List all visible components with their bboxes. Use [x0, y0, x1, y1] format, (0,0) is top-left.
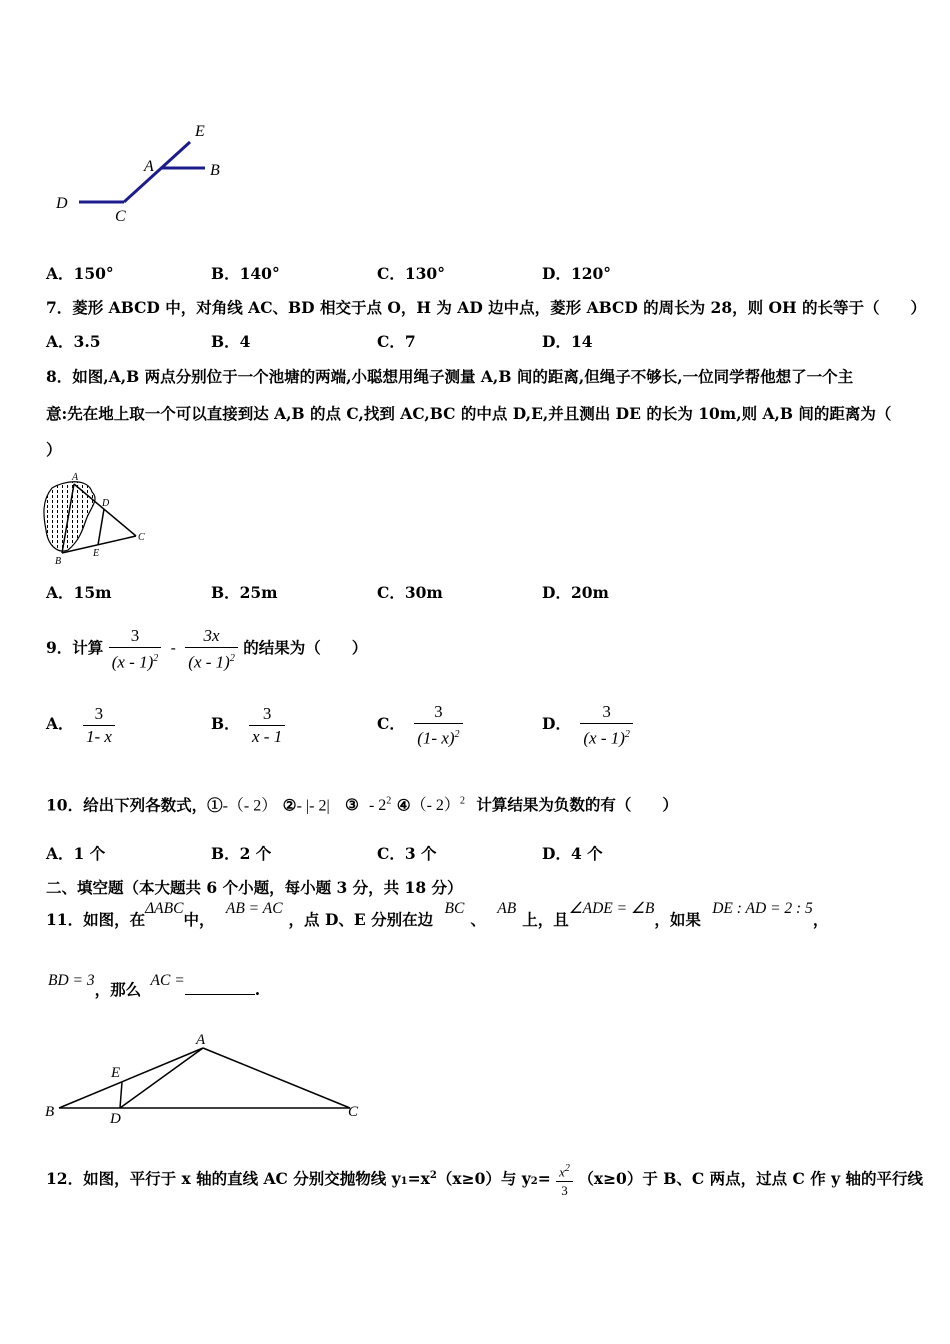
- segment-ce: [124, 142, 190, 202]
- q9-stem: [46, 614, 367, 682]
- q10-item3-mark: ③: [345, 795, 359, 815]
- q8-stem-line1: 8．如图,A,B 两点分别位于一个池塘的两端,小聪想用绳子测量 A,B 间的距离,但绳子不够长,一位同学帮他想了一个主: [46, 367, 854, 386]
- label-b: B: [210, 162, 220, 179]
- label-b: B: [45, 1104, 55, 1120]
- q8-option-a[interactable]: A．15m: [46, 583, 112, 602]
- q11-text-8: ，那么: [94, 980, 142, 999]
- q10-item2-expr: - |- 2|: [296, 797, 330, 815]
- q9-minus: -: [170, 639, 176, 657]
- label-d: D: [102, 498, 110, 509]
- label-a: A: [196, 1032, 206, 1048]
- q9-option-a[interactable]: A． $\frac{3}{1- x}$: [46, 698, 115, 750]
- q12-text-1: 12．如图，平行于 x 轴的直线 AC 分别交抛物线 y: [46, 1169, 401, 1189]
- q9-suffix: 的结果为（ ）: [243, 638, 368, 657]
- q8-option-c[interactable]: C．30m: [377, 583, 443, 602]
- q11-answer-blank[interactable]: [185, 994, 255, 995]
- q9-option-b[interactable]: B． $\frac{3}{x - 1}$: [211, 698, 285, 750]
- q12-text-3: （x≥0）与 y: [436, 1169, 531, 1189]
- q9-frac2-den: (x - 1)$^2$: [185, 647, 238, 674]
- q11-text-4: 、: [470, 910, 486, 929]
- q8-figure: [40, 470, 160, 570]
- q11-text-6: ，如果: [654, 910, 701, 929]
- q10-item4-expr: （- 2）$^2$: [410, 796, 465, 815]
- pond-shape: [44, 482, 95, 551]
- label-a: A: [144, 158, 154, 175]
- q7-stem: 7．菱形 ABCD 中，对角线 AC、BD 相交于点 O，H 为 AD 边中点，菱形 ABCD 的周长为 28，则 OH 的长等于（ ）: [46, 298, 927, 317]
- q10-option-d[interactable]: D．4 个: [542, 844, 603, 863]
- q9-frac1-num: 3: [130, 625, 140, 645]
- q11-text-1: 11．如图，在: [46, 910, 146, 929]
- q11-math-angle: ∠ADE = ∠B: [568, 900, 655, 917]
- q12-sub-2: 2: [530, 1176, 538, 1188]
- q11-math-ab-ac: AB = AC: [225, 900, 283, 917]
- q7-option-a[interactable]: A．3.5: [46, 332, 101, 351]
- q9-option-c[interactable]: C． $\frac{3}{(1- x)^2}$: [377, 698, 463, 750]
- q7-option-d[interactable]: D．14: [542, 332, 593, 351]
- q10-suffix: 计算结果为负数的有（ ）: [476, 795, 678, 815]
- q11-text-7: ，: [812, 910, 829, 929]
- q6-option-b[interactable]: B．140°: [211, 264, 280, 283]
- q11-stem-line2: [48, 968, 260, 1013]
- q11-stem-line1: [46, 898, 828, 943]
- q10-item3-expr: - $2^2$: [368, 796, 392, 815]
- q12-text-5: （x≥0）于 B、C 两点，过点 C 作 y 轴的平行线: [578, 1169, 923, 1189]
- q11-text-9: .: [254, 980, 261, 999]
- q8-stem-line2: 意:先在地上取一个可以直接到达 A,B 的点 C,找到 AC,BC 的中点 D,E,并且测出 DE 的长为 10m,则 A,B 间的距离为（: [46, 404, 892, 423]
- q9-fraction-2: [185, 625, 238, 674]
- q12-stem: [46, 1140, 923, 1218]
- q11-math-ab: AB: [497, 900, 517, 917]
- q11-text-3: ，点 D、E 分别在边: [288, 910, 434, 929]
- label-c: C: [115, 208, 126, 225]
- q12-sub-1: 1: [400, 1176, 408, 1188]
- label-c: C: [138, 532, 145, 543]
- q9-frac2-num: 3x: [203, 625, 220, 645]
- q10-stem: [46, 789, 678, 819]
- q9-option-d[interactable]: D． $\frac{3}{(x - 1)^2}$: [542, 698, 633, 750]
- q11-text-5: 上，且: [522, 910, 569, 929]
- segment-de: [98, 509, 104, 545]
- q7-option-b[interactable]: B．4: [211, 332, 251, 351]
- label-e: E: [93, 548, 100, 559]
- q8-option-d[interactable]: D．20m: [542, 583, 609, 602]
- q10-item1-mark: ①: [207, 795, 223, 815]
- q8-stem-line3: ）: [46, 440, 62, 459]
- q10-item4-mark: ④: [396, 795, 411, 815]
- segment-de: [120, 1082, 122, 1108]
- q9-prefix: 9．计算: [46, 638, 104, 657]
- q10-item1-expr: -（- 2）: [222, 797, 278, 815]
- q12-frac-den: 3: [556, 1181, 573, 1200]
- q11-math-ac: AC =: [150, 972, 185, 989]
- segment-ac: [203, 1048, 350, 1108]
- q11-figure: [40, 1030, 370, 1130]
- q10-prefix: 10．给出下列各数式，: [46, 795, 208, 815]
- q6-option-a[interactable]: A．150°: [46, 264, 114, 283]
- q10-option-b[interactable]: B．2 个: [211, 844, 272, 863]
- q10-option-c[interactable]: C．3 个: [377, 844, 437, 863]
- label-a: A: [72, 472, 79, 483]
- label-b: B: [55, 556, 62, 567]
- q12-fraction: [556, 1160, 573, 1200]
- q12-text-4: =: [537, 1169, 551, 1189]
- label-e: E: [195, 123, 205, 140]
- q11-math-bc: BC: [444, 900, 465, 917]
- q11-text-2: 中，: [183, 910, 215, 929]
- q11-math-ratio: DE : AD = 2 : 5: [712, 900, 813, 917]
- q12-text-2: =x: [407, 1169, 430, 1189]
- q11-math-triangle: ΔABC: [145, 900, 184, 917]
- label-d: D: [110, 1111, 121, 1127]
- section-2-title: 二、填空题（本大题共 6 个小题，每小题 3 分，共 18 分）: [46, 878, 463, 897]
- q7-option-c[interactable]: C．7: [377, 332, 416, 351]
- q11-math-bd: BD = 3: [48, 972, 95, 989]
- label-e: E: [111, 1065, 121, 1081]
- label-c: C: [348, 1104, 359, 1120]
- q9-frac1-den: (x - 1)$^2$: [109, 647, 162, 674]
- label-d: D: [56, 195, 68, 212]
- q6-figure: [40, 115, 240, 235]
- q9-fraction-1: [109, 625, 162, 674]
- q6-option-c[interactable]: C．130°: [377, 264, 445, 283]
- q8-option-b[interactable]: B．25m: [211, 583, 278, 602]
- q10-option-a[interactable]: A．1 个: [46, 844, 106, 863]
- q6-option-d[interactable]: D．120°: [542, 264, 612, 283]
- segment-ba: [59, 1048, 203, 1108]
- q12-sup-2: 2: [429, 1170, 437, 1181]
- q12-frac-num: $x^2$: [559, 1162, 570, 1180]
- q10-item2-mark: ②: [282, 795, 297, 815]
